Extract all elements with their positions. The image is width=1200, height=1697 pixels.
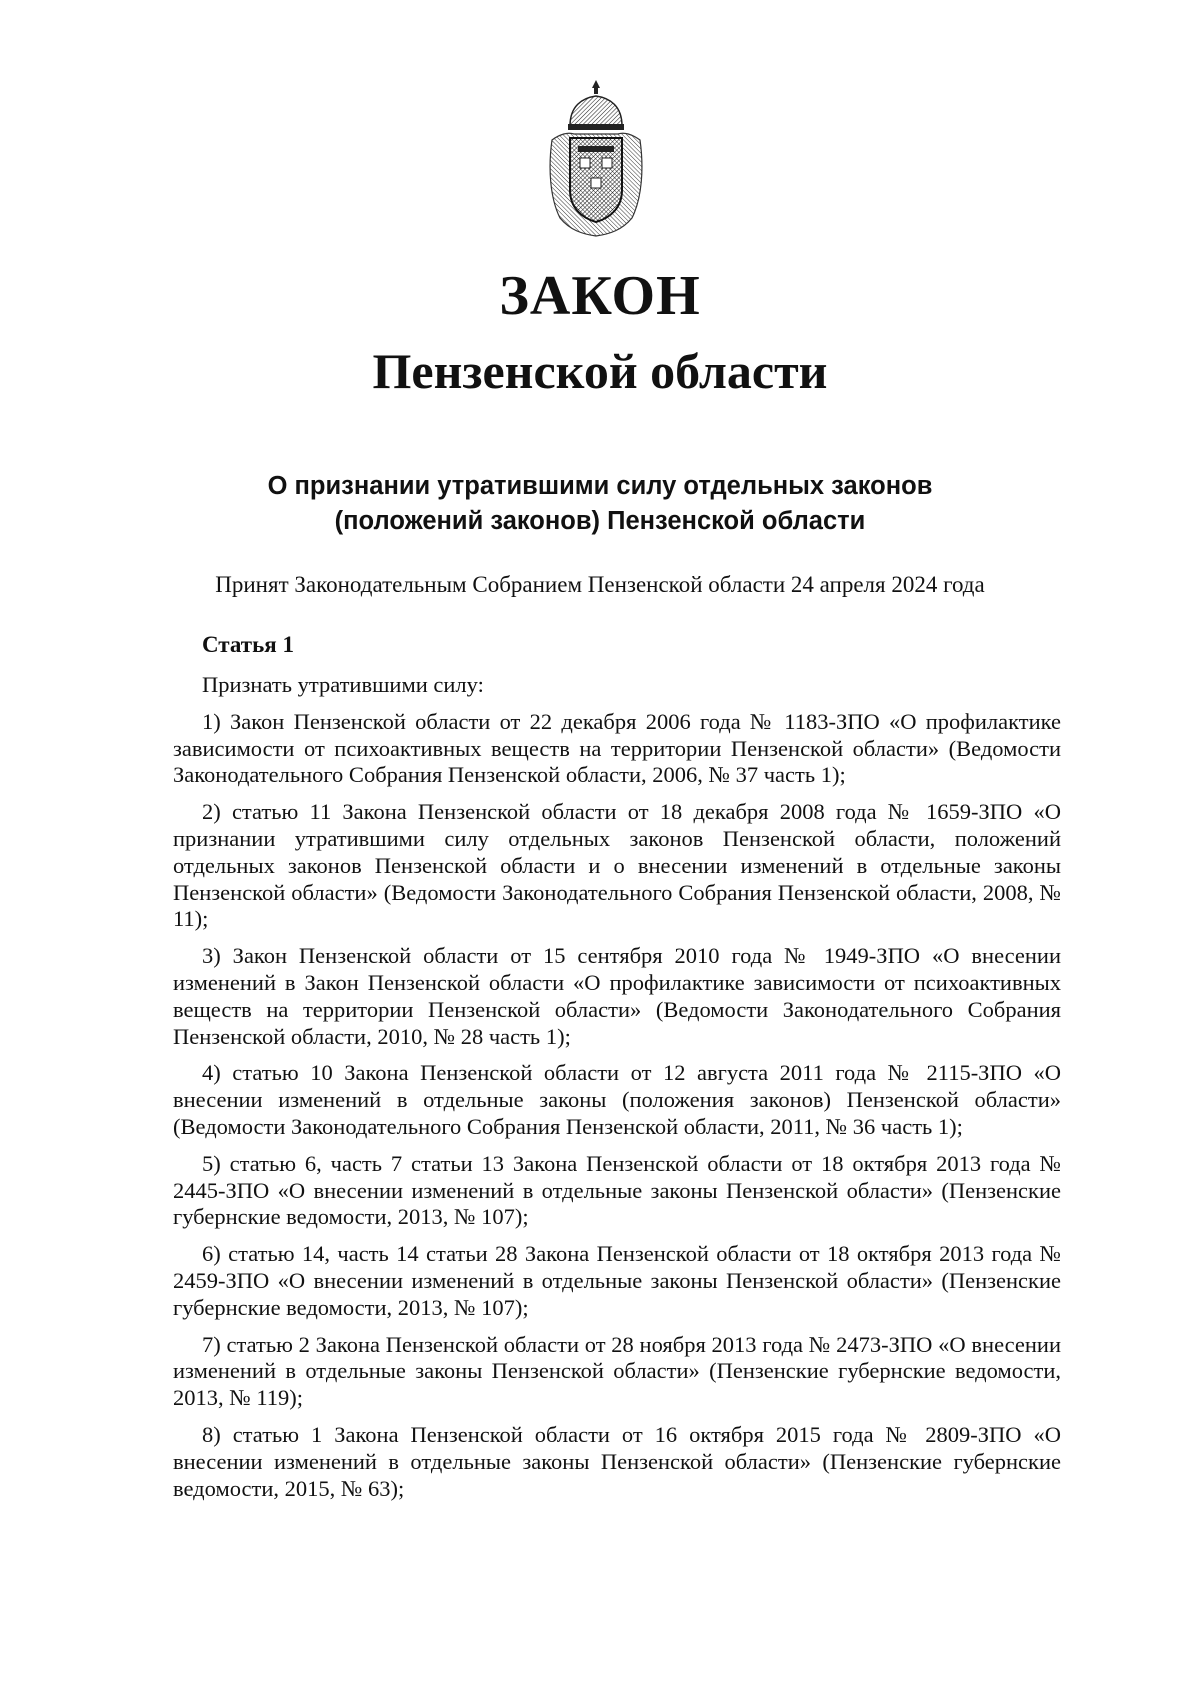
list-item: 4) статью 10 Закона Пензенской области от 12 августа 2011 года № 2115-ЗПО «О внесении изменений в отдельные законы (положения законов) Пензенской области» (Ведомости Законодательного Собрания Пензенской области, 2011, № 36 часть 1); <box>173 1060 1061 1139</box>
article-heading: Статья 1 <box>202 632 294 657</box>
adoption-note: Принят Законодательным Собранием Пензенской области 24 апреля 2024 года <box>215 572 985 597</box>
list-item: 8) статью 1 Закона Пензенской области от 16 октября 2015 года № 2809-ЗПО «О внесении изменений в отдельные законы Пензенской области» (Пензенские губернские ведомости, 2015, № 63); <box>173 1421 1061 1501</box>
list-item: 6) статью 14, часть 14 статьи 28 Закона Пензенской области от 18 октября 2013 года № 2459-ЗПО «О внесении изменений в отдельные законы Пензенской области» (Пензенские губернские ведомости, 2013, № 107); <box>173 1241 1061 1320</box>
article-intro: Признать утратившими силу: <box>202 672 484 697</box>
list-item: 5) статью 6, часть 7 статьи 13 Закона Пензенской области от 18 октября 2013 года № 2445-ЗПО «О внесении изменений в отдельные законы Пензенской области» (Пензенские губернские ведомости, 2013, № 107); <box>173 1150 1061 1230</box>
law-name-line-2: (положений законов) Пензенской области <box>334 507 866 535</box>
coat-of-arms-icon <box>540 78 652 238</box>
article-body <box>173 672 1061 1512</box>
law-name <box>200 469 1000 539</box>
list-item: 7) статью 2 Закона Пензенской области от 28 ноября 2013 года № 2473-ЗПО «О внесении изменений в отдельные законы Пензенской области» (Пензенские губернские ведомости, 2013, № 119); <box>173 1331 1061 1411</box>
list-item: 1) Закон Пензенской области от 22 декабря 2006 года № 1183-ЗПО «О профилактике зависимости от психоактивных веществ на территории Пензенской области» (Ведомости Законодательного Собрания Пензенской области, 2006, № 37 часть 1); <box>173 708 1061 788</box>
document-title: ЗАКОН <box>499 265 701 327</box>
document-region: Пензенской области <box>372 343 828 399</box>
law-name-line-1: О признании утратившими силу отдельных законов <box>267 472 933 500</box>
list-item: 2) статью 11 Закона Пензенской области от 18 декабря 2008 года № 1659-ЗПО «О признании утратившими силу отдельных законов Пензенской области, положений отдельных законов Пензенской области и о внесении изменений в отдельные законы Пензенской области» (Ведомости Законодательного Собрания Пензенской области, 2008, № 11); <box>173 799 1061 932</box>
list-item: 3) Закон Пензенской области от 15 сентября 2010 года № 1949-ЗПО «О внесении изменений в Закон Пензенской области «О профилактике зависимости от психоактивных веществ на территории Пензенской области» (Ведомости Законодательного Собрания Пензенской области, 2010, № 28 часть 1); <box>173 943 1061 1049</box>
